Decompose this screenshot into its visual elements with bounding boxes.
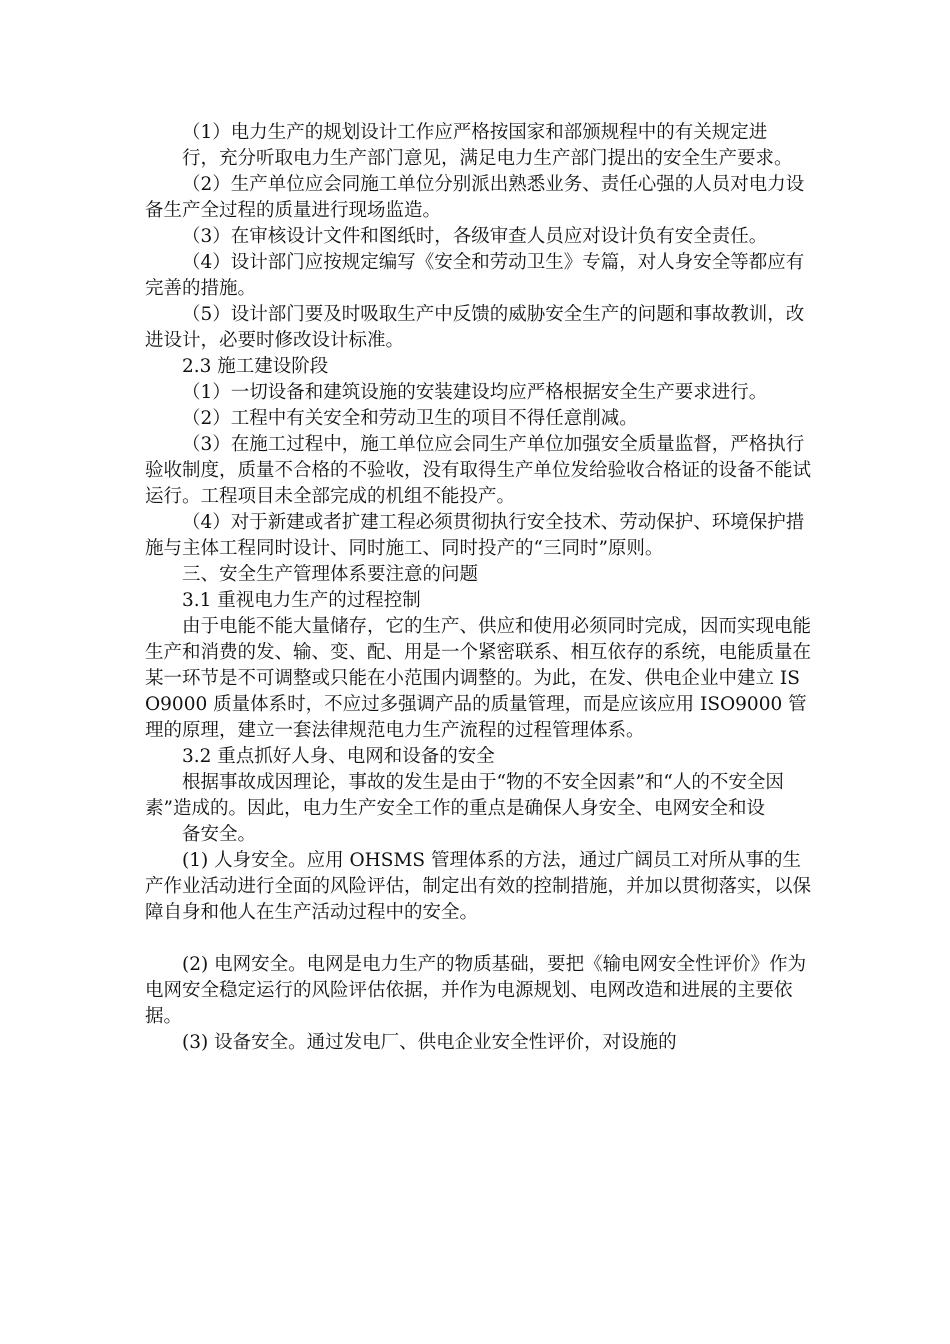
body-text	[145, 120, 813, 1056]
paragraph: （2）工程中有关安全和劳动卫生的项目不得任意削减。	[182, 408, 638, 429]
section-heading: 3.2 重点抓好人身、电网和设备的安全	[182, 746, 495, 767]
paragraph: （4）设计部门应按规定编写《安全和劳动卫生》专篇，对人身安全等都应有完善的措施。	[145, 252, 805, 299]
section-heading: 3.1 重视电力生产的过程控制	[182, 590, 421, 611]
paragraph: (2) 电网安全。电网是电力生产的物质基础，要把《输电网安全性评价》作为电网安全稳定运行的风险评估依据，并作为电源规划、电网改造和进展的主要依据。	[145, 954, 807, 1027]
paragraph: (1) 人身安全。应用 OHSMS 管理体系的方法，通过广阔员工对所从事的生产作业活动进行全面的风险评估，制定出有效的控制措施，并加以贯彻落实，以保障自身和他人在生产活动过程中的安全。	[145, 850, 812, 923]
paragraph: 由于电能不能大量储存，它的生产、供应和使用必须同时完成，因而实现电能生产和消费的发、输、变、配、用是一个紧密联系、相互依存的系统，电能质量在某一环节是不可调整或只能在小范围内调整的。为此，在发、供电企业中建立 ISO9000 质量体系时，不应过多强调产品的质量管理，而是应该应用 ISO9000 管理的原理，建立一套法律规范电力生产流程的过程管理体系。	[145, 616, 812, 741]
paragraph: 备安全。	[182, 824, 257, 845]
paragraph: （4）对于新建或者扩建工程必须贯彻执行安全技术、劳动保护、环境保护措施与主体工程同时设计、同时施工、同时投产的“三同时”原则。	[145, 512, 805, 559]
paragraph: 根据事故成因理论，事故的发生是由于“物的不安全因素”和“人的不安全因素”造成的。因此，电力生产安全工作的重点是确保人身安全、电网安全和设	[145, 772, 784, 819]
paragraph: （3）在审核设计文件和图纸时，各级审查人员应对设计负有安全责任。	[182, 226, 768, 247]
paragraph: 行，充分听取电力生产部门意见，满足电力生产部门提出的安全生产要求。	[182, 148, 793, 169]
paragraph: （5）设计部门要及时吸取生产中反馈的威胁安全生产的问题和事故教训，改进设计，必要时修改设计标准。	[145, 304, 805, 351]
section-heading: 2.3 施工建设阶段	[182, 356, 329, 377]
paragraph: （1）一切设备和建筑设施的安装建设均应严格根据安全生产要求进行。	[182, 382, 768, 403]
paragraph: （3）在施工过程中，施工单位应会同生产单位加强安全质量监督，严格执行验收制度，质量不合格的不验收，没有取得生产单位发给验收合格证的设备不能试运行。工程项目未全部完成的机组不能投产。	[145, 434, 812, 507]
section-heading: 三、安全生产管理体系要注意的问题	[182, 564, 479, 585]
paragraph: (3) 设备安全。通过发电厂、供电企业安全性评价，对设施的	[182, 1032, 677, 1053]
paragraph: （1）电力生产的规划设计工作应严格按国家和部颁规程中的有关规定进	[182, 122, 768, 143]
blank-line	[145, 926, 813, 952]
paragraph: （2）生产单位应会同施工单位分别派出熟悉业务、责任心强的人员对电力设备生产全过程的质量进行现场监造。	[145, 174, 805, 221]
